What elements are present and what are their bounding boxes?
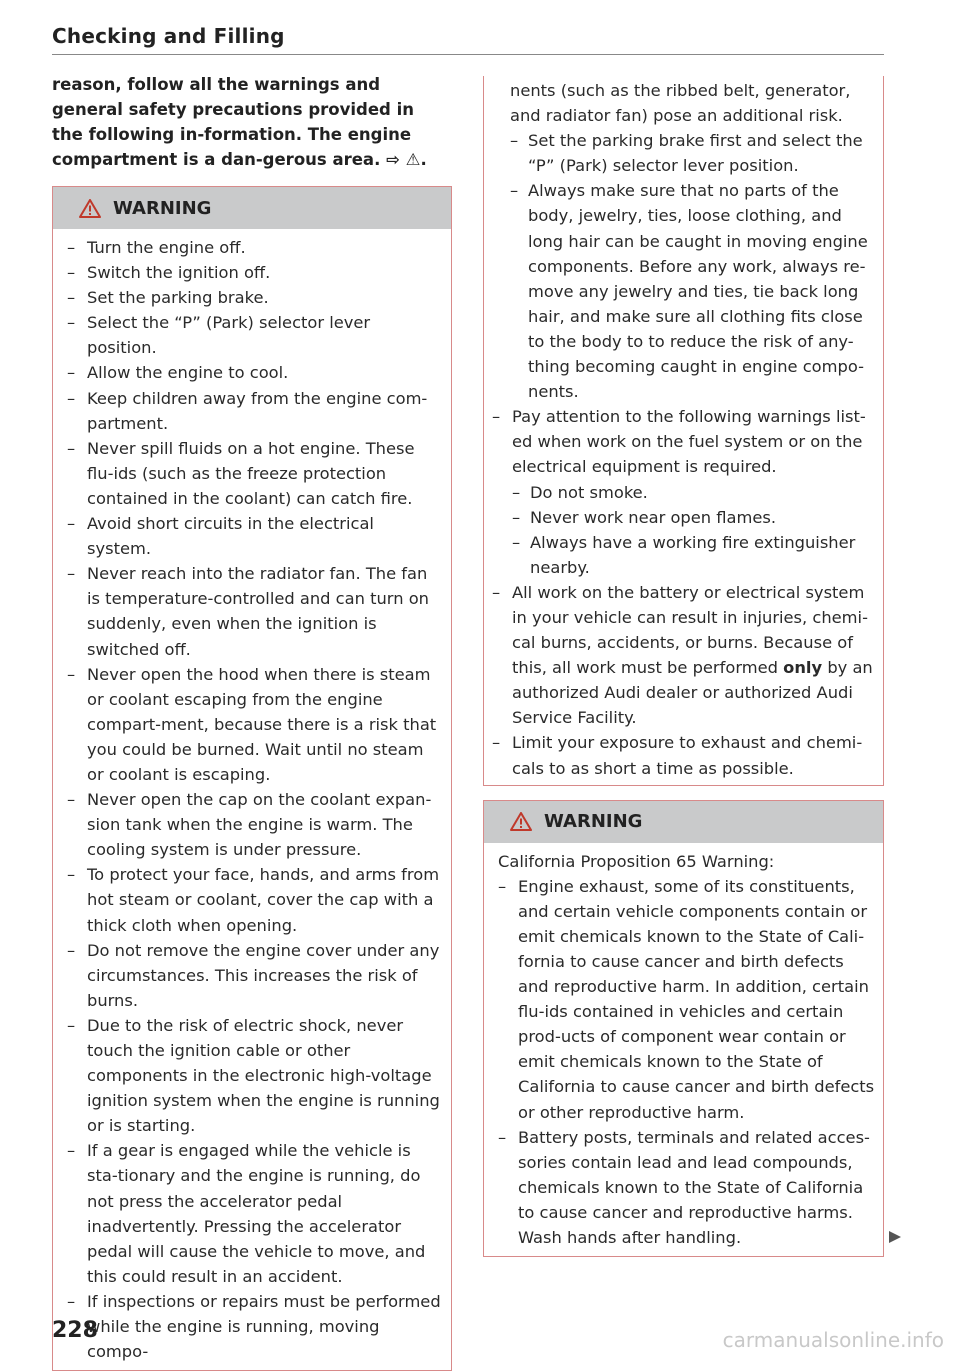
warning-continued-body bbox=[484, 76, 883, 785]
warning-list-continued bbox=[492, 404, 875, 780]
left-column bbox=[52, 72, 452, 1371]
page-header bbox=[52, 24, 884, 55]
list-item: – Limit your exposure to exhaust and chemi-cals to as short a time as possible. bbox=[492, 730, 875, 780]
warning-box-engine bbox=[52, 186, 452, 1371]
continue-arrow-icon[interactable] bbox=[888, 1230, 902, 1244]
list-item: – Engine exhaust, some of its constituents, and certain vehicle components contain or emit chemicals known to the State of Cali-fornia to cause cancer and birth defects and reproductive harm. In addition, certain flu-ids contained in vehicles and certain prod-ucts of component wear contain or emit chemicals known to the State of California to cause cancer and birth defects or other reproductive harm. bbox=[498, 874, 875, 1125]
list-item: – Never work near open flames. bbox=[512, 505, 875, 530]
intro-text: reason, follow all the warnings and general safety precautions provided in the following in-formation. The engine compartment is a dan-gerous area. bbox=[52, 75, 414, 169]
warning-box-prop65 bbox=[483, 800, 884, 1258]
list-item: – Turn the engine off. bbox=[67, 235, 443, 260]
warning-reference[interactable]: ⇨ ⚠. bbox=[386, 150, 427, 169]
list-item bbox=[492, 580, 875, 731]
warning-list bbox=[67, 235, 443, 1364]
list-item: – Never open the cap on the coolant expan-sion tank when the engine is warm. The cooling system is under pressure. bbox=[67, 787, 443, 862]
warning-triangle-icon bbox=[79, 199, 101, 218]
prop65-intro: California Proposition 65 Warning: bbox=[498, 851, 775, 871]
list-item: – Never spill fluids on a hot engine. These flu-ids (such as the freeze protection contained in the coolant) can catch fire. bbox=[67, 436, 443, 511]
warning-box-continued bbox=[483, 76, 884, 786]
warning-list bbox=[498, 874, 875, 1250]
fuel-warning-text: Pay attention to the following warnings list-ed when work on the fuel system or on the electrical equipment is required. bbox=[512, 407, 866, 477]
section-title: Checking and Filling bbox=[52, 24, 285, 48]
list-item: – Avoid short circuits in the electrical system. bbox=[67, 511, 443, 561]
page-number: 228 bbox=[52, 1318, 98, 1343]
warning-heading: WARNING bbox=[113, 197, 212, 219]
list-item: – Select the “P” (Park) selector lever position. bbox=[67, 310, 443, 360]
watermark: carmanualsonline.info bbox=[722, 1328, 944, 1352]
list-item: – Always have a working fire extinguisher nearby. bbox=[512, 530, 875, 580]
list-item: – Always make sure that no parts of the body, jewelry, ties, loose clothing, and long hair can be caught in moving engine components. Before any work, always re-move any jewelry and ties, tie back long hair, and make sure all clothing fits close to the body to to reduce the risk of any-thing becoming caught in engine compo-nents. bbox=[510, 178, 875, 404]
warning-body bbox=[484, 843, 883, 1257]
list-item: – If inspections or repairs must be performed while the engine is running, moving compo- bbox=[67, 1289, 443, 1364]
emphasis-only: only bbox=[783, 658, 823, 678]
intro-paragraph bbox=[52, 72, 452, 172]
warning-header bbox=[484, 801, 883, 843]
list-item: – Switch the ignition off. bbox=[67, 260, 443, 285]
warning-triangle-icon bbox=[510, 812, 532, 831]
continued-lead: nents (such as the ribbed belt, generator, and radiator fan) pose an additional risk. bbox=[510, 81, 851, 126]
list-item bbox=[492, 404, 875, 580]
list-item: – Never reach into the radiator fan. The fan is temperature-controlled and can turn on suddenly, even when the ignition is switched off. bbox=[67, 561, 443, 661]
list-item: – Never open the hood when there is steam or coolant escaping from the engine compart-ment, because there is a risk that you could be burned. Wait until no steam or coolant is escaping. bbox=[67, 662, 443, 787]
sub-list-fuel bbox=[512, 480, 875, 580]
list-item: – Due to the risk of electric shock, never touch the ignition cable or other components in the electronic high-voltage ignition system when the engine is running or is starting. bbox=[67, 1013, 443, 1138]
warning-body bbox=[53, 229, 451, 1370]
list-item: – Do not smoke. bbox=[512, 480, 875, 505]
warning-heading: WARNING bbox=[544, 811, 643, 833]
sub-list-safety bbox=[510, 128, 875, 404]
list-item: – Allow the engine to cool. bbox=[67, 360, 443, 385]
list-item: – If a gear is engaged while the vehicle is sta-tionary and the engine is running, do not press the accelerator pedal inadvertently. Pressing the accelerator pedal will cause the vehicle to move, and this could result in an accident. bbox=[67, 1138, 443, 1289]
list-item: – To protect your face, hands, and arms from hot steam or coolant, cover the cap with a thick cloth when opening. bbox=[67, 862, 443, 937]
battery-text-post: by an authorized Audi dealer or authorized Audi Service Facility. bbox=[512, 658, 873, 728]
list-item: – Keep children away from the engine com-partment. bbox=[67, 386, 443, 436]
list-item: – Do not remove the engine cover under any circumstances. This increases the risk of burns. bbox=[67, 938, 443, 1013]
list-item: – Set the parking brake. bbox=[67, 285, 443, 310]
warning-header bbox=[53, 187, 451, 229]
list-item: – Set the parking brake first and select the “P” (Park) selector lever position. bbox=[510, 128, 875, 178]
right-column bbox=[483, 76, 884, 1257]
battery-text-pre: All work on the battery or electrical system in your vehicle can result in injuries, chemi-cal burns, accidents, or burns. Because of this, all work must be performed bbox=[512, 582, 868, 678]
list-item: – Battery posts, terminals and related acces-sories contain lead and lead compounds, chemicals known to the State of California to cause cancer and reproductive harms. Wash hands after handling. bbox=[498, 1125, 875, 1250]
